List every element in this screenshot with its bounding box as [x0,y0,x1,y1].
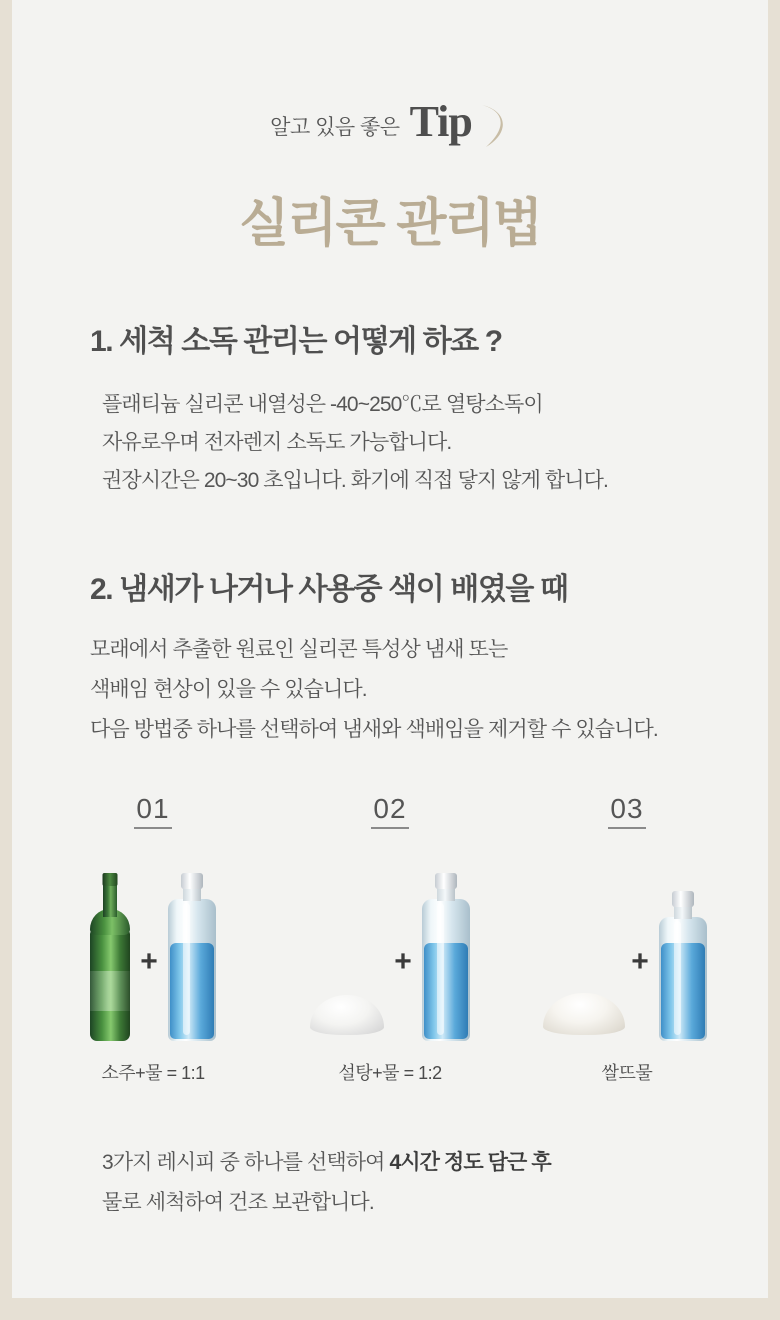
section-1-title: 1. 세척 소독 관리는 어떻게 하죠 ? [90,325,502,358]
option-01-number: 01 [134,794,171,829]
swoosh-icon [480,101,510,151]
option-01-caption: 소주+물 = 1:1 [101,1062,205,1083]
option-02-figure [298,851,483,1041]
options-row [12,794,768,1085]
rice-pile-icon [545,989,623,1035]
water-bottle-icon-01 [166,873,218,1041]
option-03 [535,794,720,1085]
tip-header [12,0,768,147]
plus-sign-03: + [631,944,649,978]
content-area [12,0,768,1298]
water-bottle-icon-03 [657,891,709,1041]
section-2-line-2: 색배임 현상이 있을 수 있습니다. [90,678,367,701]
option-03-figure [535,851,720,1041]
left-border [0,0,12,1320]
option-03-number: 03 [608,794,645,829]
option-03-caption: 쌀뜨물 [601,1062,653,1083]
section-2-line-1: 모래에서 추출한 원료인 실리콘 특성상 냄새 또는 [90,638,508,661]
tip-word-text: Tip [409,97,472,146]
right-border [768,0,780,1320]
option-02-number: 02 [371,794,408,829]
section-2-body [90,630,708,750]
soju-bottle-icon [88,873,132,1041]
section-1-body [90,386,708,500]
section-2-title: 2. 냄새가 나거나 사용중 색이 배였을 때 [90,573,568,606]
footnote-line-2: 물로 세척하여 건조 보관합니다. [102,1190,374,1214]
section-1-line-2: 자유로우며 전자렌지 소독도 가능합니다. [102,431,452,454]
option-01 [61,794,246,1085]
option-01-figure [61,851,246,1041]
option-02-caption: 설탕+물 = 1:2 [338,1062,442,1083]
footnote [12,1143,768,1223]
section-2-line-3: 다음 방법중 하나를 선택하여 냄새와 색배임을 제거할 수 있습니다. [90,718,658,741]
section-1-line-1: 플래티늄 실리콘 내열성은 -40~250℃로 열탕소독이 [102,393,543,416]
footnote-line-1 [102,1143,708,1183]
sugar-pile-icon [308,989,386,1035]
footnote-line-1-a: 3가지 레시피 중 하나를 선택하여 [102,1150,390,1174]
bottom-border [0,1298,780,1320]
section-cleaning [12,316,768,500]
water-bottle-icon-02 [420,873,472,1041]
plus-sign-01: + [140,944,158,978]
section-odor [12,564,768,750]
section-1-line-3: 권장시간은 20~30 초입니다. 화기에 직접 닿지 않게 합니다. [102,469,608,492]
option-02 [298,794,483,1085]
tip-lead-text: 알고 있음 좋은 [270,115,400,139]
plus-sign-02: + [394,944,412,978]
footnote-emphasis: 4시간 정도 담근 후 [389,1150,551,1174]
page-title: 실리콘 관리법 [239,195,541,253]
